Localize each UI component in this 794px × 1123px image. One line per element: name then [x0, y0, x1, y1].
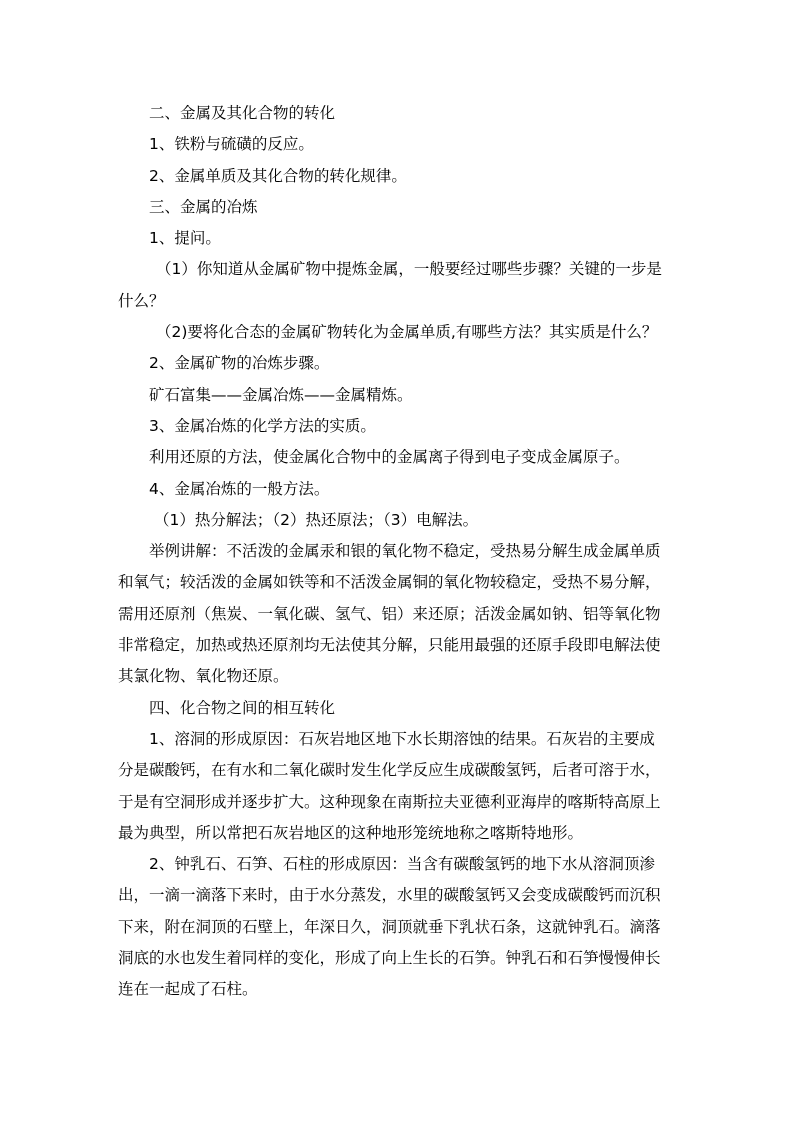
cave-paragraph-line-4: 最为典型，所以常把石灰岩地区的这种地形笼统地称之喀斯特地形。	[118, 823, 584, 842]
smelting-steps-text: 矿石富集——金属冶炼——金属精炼。	[149, 385, 413, 404]
item-general-methods: 4、金属冶炼的一般方法。	[149, 479, 330, 498]
stalactite-paragraph-line-3: 下来，附在洞顶的石壁上，年深日久，洞顶就垂下乳状石条，这就钟乳石。滴落	[118, 917, 661, 936]
item-iron-sulfur-reaction: 1、铁粉与硫磺的反应。	[149, 135, 314, 154]
document-page	[118, 98, 678, 1006]
item-conversion-rules: 2、金属单质及其化合物的转化规律。	[149, 166, 407, 185]
item-chemical-essence: 3、金属冶炼的化学方法的实质。	[149, 416, 376, 435]
cave-paragraph-line-3: 于是有空洞形成并逐步扩大。这种现象在南斯拉夫亚德利亚海岸的喀斯特高原上	[118, 792, 661, 811]
question-1-line-2: 什么？	[118, 291, 165, 310]
example-paragraph-line-4: 非常稳定，加热或热还原剂均无法使其分解，只能用最强的还原手段即电解法使	[118, 636, 661, 655]
question-1-line-1: （1）你知道从金属矿物中提炼金属，一般要经过哪些步骤？关键的一步是	[156, 260, 662, 279]
chemical-essence-text: 利用还原的方法，使金属化合物中的金属离子得到电子变成金属原子。	[149, 448, 630, 467]
question-2: （2)要将化合态的金属矿物转化为金属单质,有哪些方法？其实质是什么？	[156, 323, 658, 342]
example-paragraph-line-3: 需用还原剂（焦炭、一氧化碳、氢气、铝）来还原；活泼金属如钠、铝等氧化物	[118, 604, 661, 623]
example-paragraph-line-1: 举例讲解：不活泼的金属汞和银的氧化物不稳定，受热易分解生成金属单质	[149, 542, 661, 561]
stalactite-paragraph-line-1: 2、钟乳石、石笋、石柱的形成原因：当含有碳酸氢钙的地下水从溶洞顶渗	[149, 855, 655, 874]
cave-paragraph-line-1: 1、溶洞的形成原因：石灰岩地区地下水长期溶蚀的结果。石灰岩的主要成	[149, 729, 655, 748]
item-questions: 1、提问。	[149, 229, 221, 248]
stalactite-paragraph-line-5: 连在一起成了石柱。	[118, 980, 258, 999]
item-smelting-steps: 2、金属矿物的冶炼步骤。	[149, 354, 330, 373]
cave-paragraph-line-2: 分是碳酸钙，在有水和二氧化碳时发生化学反应生成碳酸氢钙，后者可溶于水，	[118, 761, 661, 780]
example-paragraph-line-2: 和氧气；较活泼的金属如铁等和不活泼金属铜的氧化物较稳定，受热不易分解，	[118, 573, 661, 592]
heading-metal-compound-conversion: 二、金属及其化合物的转化	[149, 104, 336, 122]
heading-metal-smelting: 三、金属的冶炼	[149, 197, 258, 216]
heading-compound-conversion: 四、化合物之间的相互转化	[149, 698, 336, 717]
general-methods-text: （1）热分解法；（2）热还原法；（3）电解法。	[154, 510, 479, 529]
example-paragraph-line-5: 其氯化物、氧化物还原。	[118, 667, 289, 686]
stalactite-paragraph-line-2: 出，一滴一滴落下来时，由于水分蒸发，水里的碳酸氢钙又会变成碳酸钙而沉积	[118, 886, 661, 905]
stalactite-paragraph-line-4: 洞底的水也发生着同样的变化，形成了向上生长的石笋。钟乳石和石笋慢慢伸长	[118, 949, 661, 968]
